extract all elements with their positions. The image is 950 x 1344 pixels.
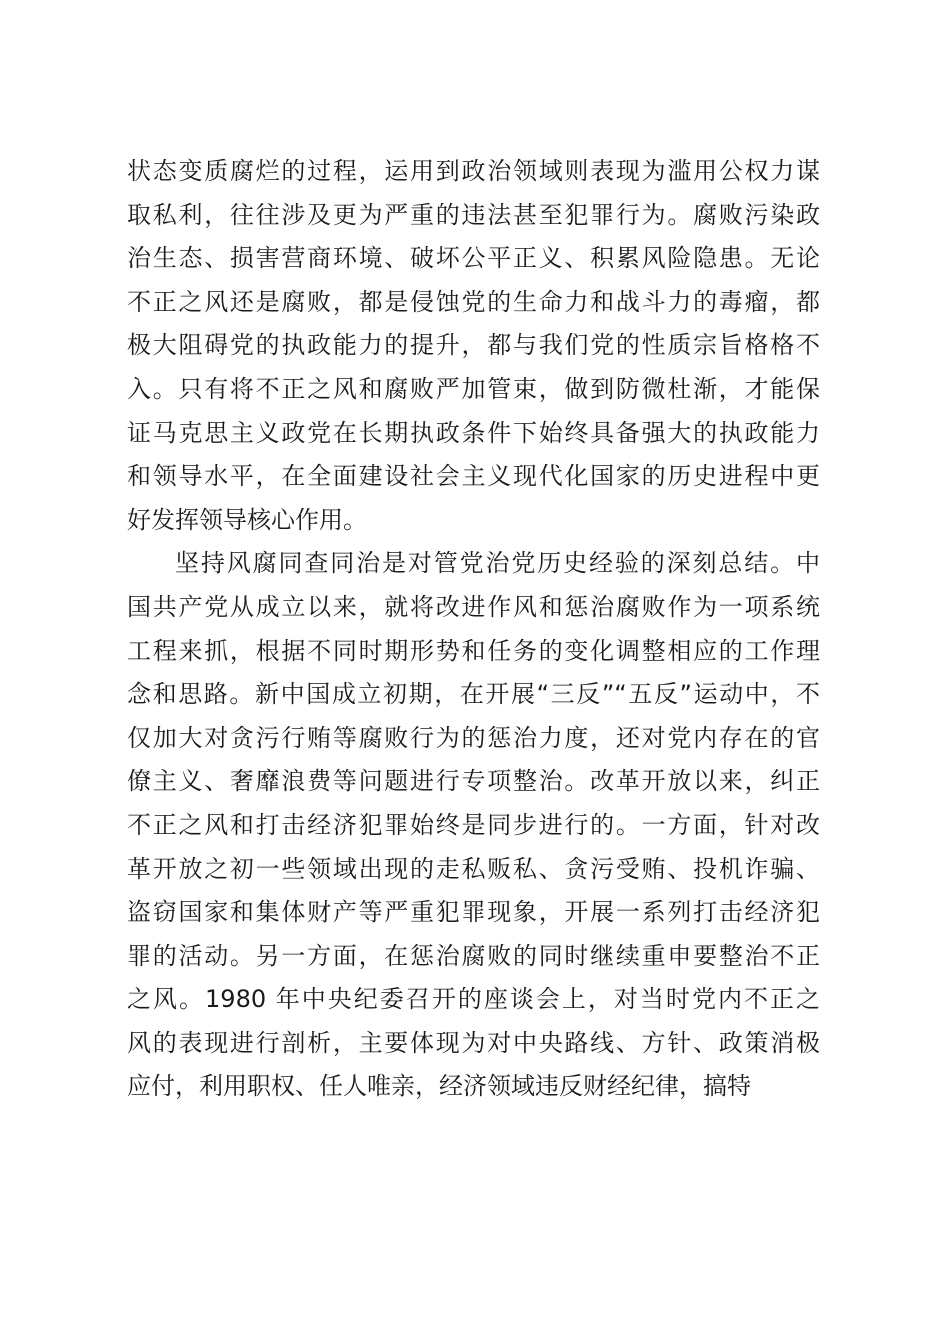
text-line: 僚主义、奢靡浪费等问题进行专项整治。改革开放以来，纠正: [127, 767, 820, 796]
text-line: 念和思路。新中国成立初期，在开展“三反”“五反”运动中，不: [127, 680, 820, 709]
text-line: 状态变质腐烂的过程，运用到政治领域则表现为滥用公权力谋: [127, 157, 820, 185]
text-line: 国共产党从成立以来，就将改进作风和惩治腐败作为一项系统: [127, 592, 820, 621]
text-line: 革开放之初一些领域出现的走私贩私、贪污受贿、投机诈骗、: [127, 854, 820, 883]
text-line: 罪的活动。另一方面，在惩治腐败的同时继续重申要整治不正: [127, 941, 820, 970]
text-line: 之风。1980 年中央纪委召开的座谈会上，对当时党内不正之: [127, 985, 820, 1014]
text-line: 仅加大对贪污行贿等腐败行为的惩治力度，还对党内存在的官: [127, 723, 820, 752]
document-body: [127, 150, 820, 1109]
text-line: 极大阻碍党的执政能力的提升，都与我们党的性质宗旨格格不: [127, 331, 820, 360]
text-line: 治生态、损害营商环境、破坏公平正义、积累风险隐患。无论: [127, 244, 820, 273]
text-line: 工程来抓，根据不同时期形势和任务的变化调整相应的工作理: [127, 636, 820, 665]
paragraph-1: [127, 150, 820, 542]
text-line: 好发挥领导核心作用。: [127, 505, 367, 534]
text-line: 坚持风腐同查同治是对管党治党历史经验的深刻总结。中: [175, 549, 820, 578]
text-line: 取私利，往往涉及更为严重的违法甚至犯罪行为。腐败污染政: [127, 200, 820, 229]
text-line: 不正之风还是腐败，都是侵蚀党的生命力和战斗力的毒瘤，都: [127, 287, 820, 316]
text-line: 证马克思主义政党在长期执政条件下始终具备强大的执政能力: [127, 418, 820, 447]
paragraph-2: [127, 542, 820, 1109]
text-line: 入。只有将不正之风和腐败严加管束，做到防微杜渐，才能保: [127, 374, 820, 403]
text-line: 和领导水平，在全面建设社会主义现代化国家的历史进程中更: [127, 462, 820, 491]
text-line: 盗窃国家和集体财产等严重犯罪现象，开展一系列打击经济犯: [127, 898, 820, 927]
text-line: 不正之风和打击经济犯罪始终是同步进行的。一方面，针对改: [127, 810, 820, 839]
text-line: 风的表现进行剖析，主要体现为对中央路线、方针、政策消极: [127, 1028, 820, 1057]
text-line: 应付，利用职权、任人唯亲，经济领域违反财经纪律，搞特: [127, 1072, 751, 1101]
